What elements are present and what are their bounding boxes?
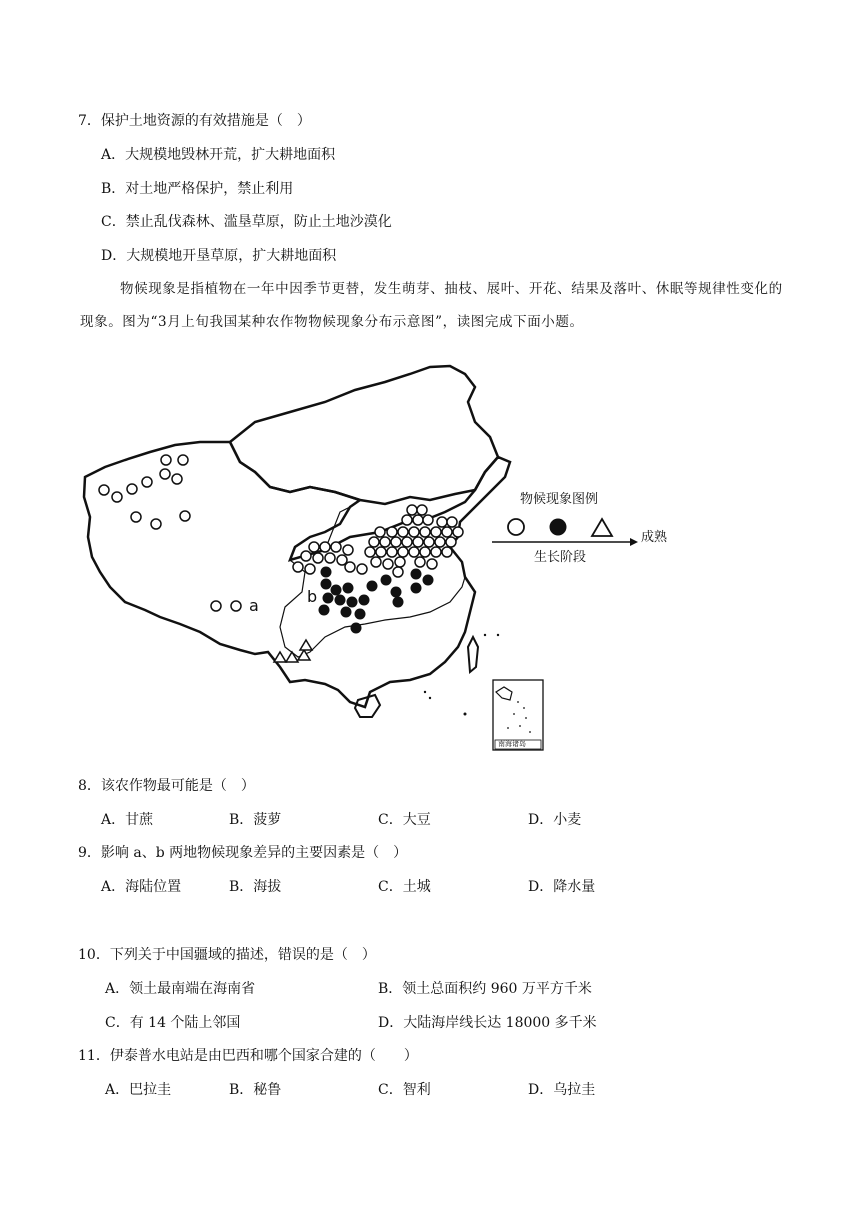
- hollow-circles-west: [99, 455, 241, 611]
- legend-arrow-head: [630, 538, 638, 546]
- q11-stem: 11．伊泰普水电站是由巴西和哪个国家合建的（ ）: [78, 1048, 418, 1064]
- legend-title: 物候现象图例: [520, 492, 599, 507]
- legend-stage-label: 生长阶段: [534, 550, 587, 565]
- q11-option-c: C．智利: [378, 1082, 431, 1098]
- q10-option-c: C．有 14 个陆上邻国: [105, 1015, 241, 1031]
- q7-option-c: C．禁止乱伐森林、滥垦草原，防止土地沙漠化: [101, 214, 392, 230]
- q9-stem: 9．影响 a、b 两地物候现象差异的主要因素是（ ）: [78, 845, 408, 861]
- q8-option-d: D．小麦: [528, 812, 582, 828]
- legend-hollow-circle: [508, 519, 524, 535]
- hollow-triangles: [274, 640, 312, 662]
- q11-option-b: B．秘鲁: [229, 1082, 282, 1098]
- taiwan-island: [468, 637, 478, 672]
- q7-stem: 7．保护土地资源的有效措施是（ ）: [78, 113, 311, 129]
- q7-option-d: D．大规模地开垦草原，扩大耕地面积: [101, 248, 337, 264]
- q10-option-a: A．领土最南端在海南省: [105, 981, 256, 997]
- q9-option-c: C．土城: [378, 879, 431, 895]
- legend-mature-label: 成熟: [641, 530, 668, 545]
- island-dot: [497, 634, 499, 636]
- island-dot: [424, 691, 426, 693]
- q10-stem: 10．下列关于中国疆域的描述，错误的是（ ）: [78, 947, 376, 963]
- q7-option-b: B．对土地严格保护，禁止利用: [101, 181, 294, 197]
- q11-option-a: A．巴拉圭: [105, 1082, 172, 1098]
- q7-option-a: A．大规模地毁林开荒，扩大耕地面积: [101, 147, 336, 163]
- q9-option-d: D．降水量: [528, 879, 596, 895]
- mongolia-outline: [230, 366, 498, 504]
- phenology-map: [80, 362, 680, 754]
- q8-option-b: B．菠萝: [229, 812, 282, 828]
- q8-option-a: A．甘蔗: [101, 812, 154, 828]
- q8-option-c: C．大豆: [378, 812, 431, 828]
- q11-option-d: D．乌拉圭: [528, 1082, 596, 1098]
- map-label-b: b: [307, 587, 318, 606]
- q8-stem: 8．该农作物最可能是（ ）: [78, 778, 255, 794]
- inset-label: 南海诸岛: [498, 740, 526, 748]
- island-dot: [484, 634, 486, 636]
- q9-option-b: B．海拔: [229, 879, 282, 895]
- legend-filled-circle: [550, 519, 567, 536]
- intro-paragraph: [80, 273, 785, 339]
- q10-option-b: B．领土总面积约 960 万平方千米: [378, 981, 592, 997]
- filled-circles: [319, 567, 434, 634]
- legend-hollow-triangle: [592, 519, 612, 536]
- q9-option-a: A．海陆位置: [101, 879, 182, 895]
- map-label-a: a: [249, 596, 259, 615]
- intro-text: 物候现象是指植物在一年中因季节更替，发生萌芽、抽枝、展叶、开花、结果及落叶、休眠等规律性变化的现象。图为“3月上旬我国某种农作物物候现象分布示意图”，读图完成下面小题。: [80, 281, 783, 330]
- island-dot: [464, 713, 467, 716]
- q10-option-d: D．大陆海岸线长达 18000 多千米: [378, 1015, 597, 1031]
- island-dot: [429, 697, 431, 699]
- china-map-svg: [80, 362, 680, 754]
